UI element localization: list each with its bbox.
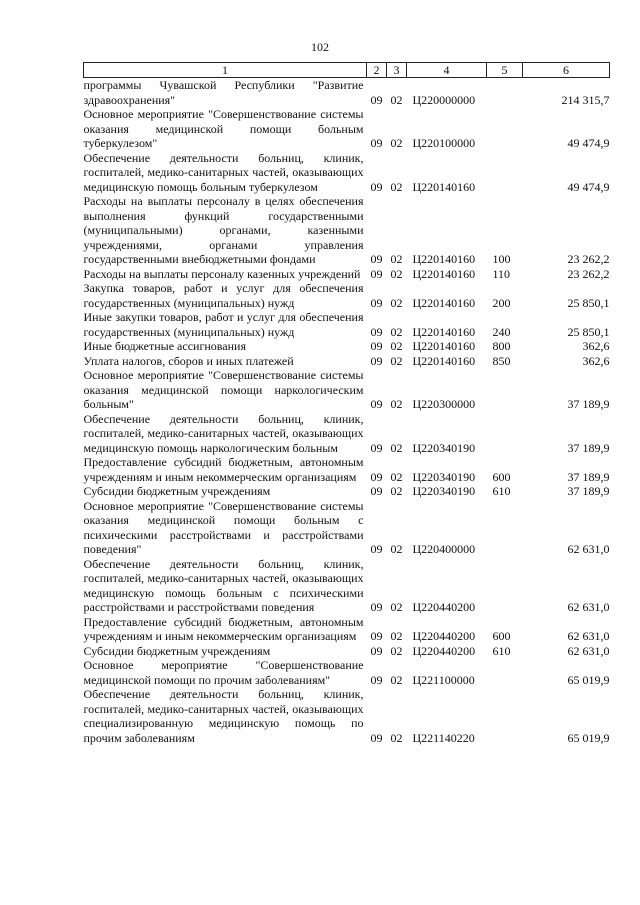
row-section: 09 (370, 339, 383, 353)
row-amount: 37 189,9 (567, 440, 610, 455)
table-row (84, 499, 610, 557)
row-expense-type (487, 658, 523, 687)
row-section: 09 (370, 643, 383, 658)
row-section: 09 (370, 484, 383, 498)
table-header (84, 63, 610, 78)
header-col-amount: 6 (523, 63, 610, 78)
table-row (84, 644, 610, 659)
row-section: 09 (370, 92, 383, 107)
table-row (84, 267, 610, 282)
row-amount: 25 850,1 (567, 295, 610, 310)
header-col-name: 1 (84, 63, 367, 78)
row-subsection: 02 (390, 136, 403, 150)
row-expense-type: 600 (492, 469, 511, 484)
table-row (84, 194, 610, 267)
table-row (84, 412, 610, 456)
row-amount: 65 019,9 (567, 672, 610, 687)
table-row (84, 455, 610, 484)
row-section: 09 (370, 136, 383, 150)
row-subsection: 02 (390, 339, 403, 353)
row-name: Основное мероприятие "Совершенствование системы оказания медицинской помощи наркологическим больным" (83, 368, 364, 411)
row-section: 09 (370, 469, 383, 484)
row-amount: 23 262,2 (567, 266, 610, 281)
row-target-code: Ц220440200 (412, 643, 476, 658)
row-amount: 62 631,0 (567, 629, 610, 643)
row-subsection: 02 (390, 440, 403, 455)
row-subsection: 02 (390, 397, 403, 411)
row-expense-type: 110 (492, 266, 511, 281)
row-section: 09 (370, 252, 383, 266)
row-subsection: 02 (390, 484, 403, 498)
table-row (84, 339, 610, 354)
header-row (84, 63, 610, 78)
header-col-section: 2 (367, 63, 387, 78)
row-expense-type: 850 (492, 353, 511, 368)
row-target-code: Ц220140160 (412, 252, 476, 266)
row-target-code: Ц220140160 (412, 179, 476, 194)
row-amount: 23 262,2 (567, 252, 610, 266)
table-row (84, 658, 610, 687)
row-amount: 37 189,9 (567, 484, 610, 498)
row-expense-type (487, 557, 523, 615)
row-subsection: 02 (390, 730, 403, 745)
row-expense-type (487, 151, 523, 195)
table-row (84, 107, 610, 151)
row-name: Обеспечение деятельности больниц, клиник, госпиталей, медико-санитарных частей, оказывающих медицинскую помощь наркологическим больным (83, 411, 364, 455)
table-row (84, 78, 610, 108)
row-expense-type (487, 687, 523, 745)
row-section: 09 (370, 600, 383, 614)
row-name: Обеспечение деятельности больниц, клиник, госпиталей, медико-санитарных частей, оказывающих специализированную медицинскую помощь по прочим заболеваниям (83, 687, 364, 745)
row-expense-type: 800 (492, 339, 511, 353)
row-subsection: 02 (390, 252, 403, 266)
row-subsection: 02 (390, 629, 403, 643)
row-amount: 25 850,1 (567, 324, 610, 339)
table-row (84, 281, 610, 310)
row-target-code: Ц220400000 (412, 542, 476, 556)
row-target-code: Ц220340190 (412, 484, 476, 498)
row-subsection: 02 (390, 353, 403, 368)
row-section: 09 (370, 672, 383, 687)
table-row (84, 354, 610, 369)
table-row (84, 687, 610, 745)
row-name: Предоставление субсидий бюджетным, автономным учреждениям и иным некоммерческим организациям (83, 455, 364, 484)
row-target-code: Ц220340190 (412, 469, 476, 484)
table-row (84, 310, 610, 339)
row-name: Уплата налогов, сборов и иных платежей (83, 353, 294, 368)
row-section: 09 (370, 397, 383, 411)
row-expense-type (487, 412, 523, 456)
row-expense-type: 100 (492, 252, 511, 266)
row-subsection: 02 (390, 179, 403, 194)
row-section: 09 (370, 542, 383, 556)
row-name: Иные бюджетные ассигнования (83, 339, 246, 353)
row-target-code: Ц221140220 (412, 730, 475, 745)
row-name: Субсидии бюджетным учреждениям (83, 484, 271, 498)
row-target-code: Ц220140160 (412, 266, 476, 281)
budget-table (83, 62, 610, 745)
row-expense-type: 610 (492, 643, 511, 658)
row-section: 09 (370, 629, 383, 643)
row-section: 09 (370, 266, 383, 281)
row-target-code: Ц220140160 (412, 339, 476, 353)
row-name: Иные закупки товаров, работ и услуг для обеспечения государственных (муниципальных) нужд (83, 310, 364, 339)
row-expense-type: 240 (492, 324, 511, 339)
row-target-code: Ц220140160 (412, 295, 476, 310)
row-subsection: 02 (390, 295, 403, 310)
row-name: Основное мероприятие "Совершенствование медицинской помощи по прочим заболеваниям" (83, 658, 364, 687)
row-name: Обеспечение деятельности больниц, клиник, госпиталей, медико-санитарных частей, оказывающих медицинскую помощь больным туберкулезом (83, 150, 364, 194)
table-body (84, 78, 610, 746)
row-name: Основное мероприятие "Совершенствование системы оказания медицинской помощи больным с психическими расстройствами и расстройствами поведения" (83, 498, 364, 556)
row-name: Предоставление субсидий бюджетным, автономным учреждениям и иным некоммерческим организациям (83, 614, 364, 643)
row-expense-type: 610 (492, 484, 511, 498)
row-amount: 214 315,7 (561, 92, 610, 107)
row-expense-type: 200 (492, 295, 511, 310)
row-name: Закупка товаров, работ и услуг для обеспечения государственных (муниципальных) нужд (83, 281, 364, 310)
row-amount: 62 631,0 (567, 643, 610, 658)
row-section: 09 (370, 730, 383, 745)
row-expense-type (487, 78, 523, 108)
table-row (84, 615, 610, 644)
row-amount: 49 474,9 (567, 136, 610, 150)
row-name: Основное мероприятие "Совершенствование системы оказания медицинской помощи больным туберкулезом" (83, 107, 364, 150)
row-section: 09 (370, 353, 383, 368)
row-subsection: 02 (390, 672, 403, 687)
page-number: 102 (311, 40, 329, 54)
row-subsection: 02 (390, 92, 403, 107)
row-section: 09 (370, 295, 383, 310)
table-row (84, 151, 610, 195)
row-name: Расходы на выплаты персоналу в целях обеспечения выполнения функций государственными (муниципальными) органами, казенными учреждениями, органами управления государственными внебюджетными фондами (83, 194, 364, 266)
row-amount: 37 189,9 (567, 397, 610, 411)
row-amount: 37 189,9 (567, 469, 610, 484)
table-row (84, 368, 610, 412)
table-row (84, 484, 610, 499)
row-name: Субсидии бюджетным учреждениям (83, 643, 271, 658)
row-target-code: Ц220100000 (412, 136, 476, 150)
header-col-subsection: 3 (387, 63, 407, 78)
row-amount: 49 474,9 (567, 179, 610, 194)
row-target-code: Ц220440200 (412, 600, 476, 614)
row-subsection: 02 (390, 324, 403, 339)
row-target-code: Ц220140160 (412, 324, 476, 339)
row-amount: 362,6 (582, 353, 610, 368)
row-section: 09 (370, 440, 383, 455)
header-col-target-code: 4 (407, 63, 487, 78)
row-subsection: 02 (390, 542, 403, 556)
row-amount: 62 631,0 (567, 600, 610, 614)
row-expense-type: 600 (492, 629, 511, 643)
row-subsection: 02 (390, 600, 403, 614)
table-row (84, 557, 610, 615)
row-target-code: Ц220000000 (412, 92, 476, 107)
header-col-expense-type: 5 (487, 63, 523, 78)
row-subsection: 02 (390, 266, 403, 281)
row-section: 09 (370, 324, 383, 339)
row-target-code: Ц220300000 (412, 397, 476, 411)
row-subsection: 02 (390, 469, 403, 484)
row-section: 09 (370, 179, 383, 194)
row-target-code: Ц220140160 (412, 353, 476, 368)
row-amount: 65 019,9 (567, 730, 610, 745)
row-target-code: Ц221100000 (412, 672, 475, 687)
row-expense-type (487, 368, 523, 412)
row-name: Расходы на выплаты персоналу казенных учреждений (83, 266, 361, 281)
row-expense-type (487, 499, 523, 557)
row-target-code: Ц220340190 (412, 440, 476, 455)
row-name: Обеспечение деятельности больниц, клиник, госпиталей, медико-санитарных частей, оказывающих медицинскую помощь больным с психическими расстройствами и расстройствами поведения (83, 556, 364, 614)
row-expense-type (487, 107, 523, 151)
row-target-code: Ц220440200 (412, 629, 476, 643)
row-amount: 62 631,0 (567, 542, 610, 556)
row-amount: 362,6 (582, 339, 610, 353)
row-name: программы Чувашской Республики "Развитие здравоохранения" (83, 78, 364, 107)
row-subsection: 02 (390, 643, 403, 658)
